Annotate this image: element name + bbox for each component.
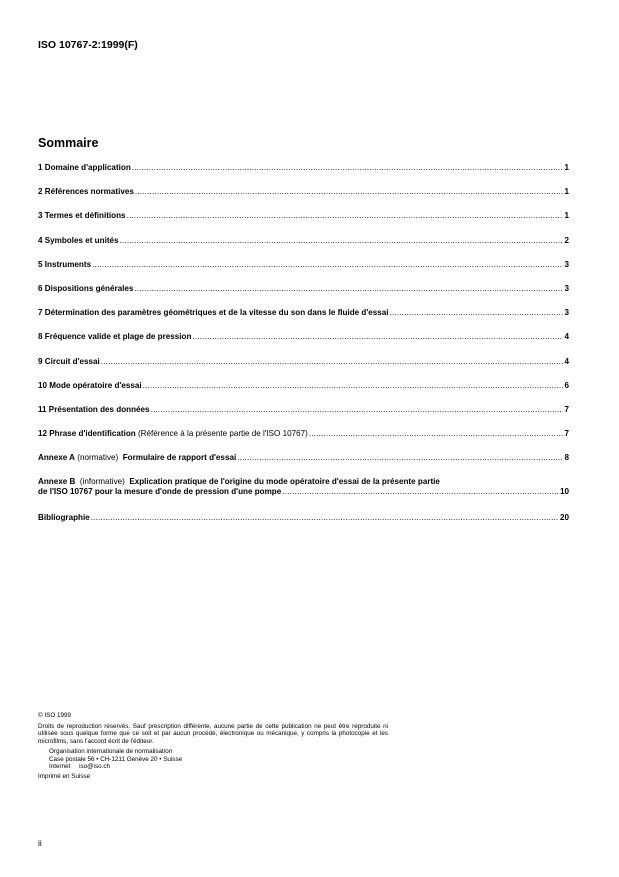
toc-leader-dots [127, 211, 564, 221]
table-of-contents [38, 163, 569, 538]
toc-entry-3[interactable] [38, 211, 569, 235]
toc-entry-title-line1: Explication pratique de l'origine du mode opératoire d'essai de la présente partie [129, 477, 440, 487]
toc-entry-2[interactable] [38, 187, 569, 211]
toc-entry-page: 3 [564, 308, 569, 318]
toc-entry-title: 3 Termes et définitions [38, 211, 126, 221]
toc-entry-page: 8 [564, 453, 569, 463]
toc-entry-12[interactable] [38, 429, 569, 453]
toc-entry-page: 7 [564, 404, 569, 414]
toc-leader-dots [135, 187, 564, 197]
toc-entry-page: 1 [564, 187, 569, 197]
toc-entry-title: 4 Symboles et unités [38, 235, 119, 245]
rights-statement: Droits de reproduction réservés. Sauf prescription différente, aucune partie de cette publication ne peut être reproduite ni utilisée sous quelque forme que ce soit et par aucun procédé, électronique ou mécanique, y compris la photocopie et les microfilms, sans l'accord écrit de l'éditeur. [38, 722, 388, 746]
toc-leader-dots [237, 453, 563, 463]
toc-leader-dots [91, 513, 559, 523]
toc-entry-title: 9 Circuit d'essai [38, 356, 100, 366]
toc-entry-4[interactable] [38, 236, 569, 260]
toc-entry-note: (informative) [79, 477, 125, 487]
toc-entry-title: Bibliographie [38, 513, 90, 523]
toc-entry-note: (normative) [77, 453, 119, 463]
toc-entry-annex-a[interactable] [38, 453, 569, 477]
document-id: ISO 10767-2:1999(F) [38, 39, 138, 51]
toc-leader-dots [192, 332, 563, 342]
copyright-notice: © ISO 1999 [38, 712, 71, 719]
printed-in: Imprimé en Suisse [38, 772, 91, 780]
toc-entry-page: 1 [564, 211, 569, 221]
toc-leader-dots [92, 260, 563, 270]
organization-name: Organisation internationale de normalisation [49, 747, 173, 755]
toc-entry-title: 10 Mode opératoire d'essai [38, 380, 142, 390]
toc-leader-dots [309, 429, 564, 439]
toc-entry-page: 20 [559, 513, 569, 523]
toc-entry-page: 3 [564, 259, 569, 269]
toc-title: Sommaire [38, 136, 99, 150]
toc-entry-page: 6 [564, 380, 569, 390]
toc-entry-8[interactable] [38, 332, 569, 356]
toc-entry-title-line2: de l'ISO 10767 pour la mesure d'onde de pression d'une pompe [38, 487, 282, 497]
toc-entry-page: 1 [564, 163, 569, 172]
toc-entry-6[interactable] [38, 284, 569, 308]
toc-entry-page: 2 [564, 235, 569, 245]
toc-entry-title: 11 Présentation des données [38, 404, 150, 414]
toc-leader-dots [101, 357, 564, 367]
copyright-block [38, 712, 388, 781]
toc-entry-title: 8 Fréquence valide et plage de pression [38, 332, 192, 342]
toc-leader-dots [151, 405, 564, 415]
toc-entry-7[interactable] [38, 308, 569, 332]
toc-entry-title: 6 Dispositions générales [38, 283, 134, 293]
toc-leader-dots [390, 308, 564, 318]
toc-leader-dots [143, 381, 564, 391]
toc-entry-prefix: Annexe B [38, 477, 76, 487]
organization-address [38, 748, 388, 771]
toc-entry-title: 7 Détermination des paramètres géométriques et de la vitesse du son dans le fluide d'essai [38, 308, 389, 318]
toc-entry-bibliography[interactable] [38, 513, 569, 537]
toc-entry-10[interactable] [38, 381, 569, 405]
toc-leader-dots [134, 284, 563, 294]
toc-leader-dots [120, 236, 564, 246]
toc-entry-page: 10 [559, 487, 569, 497]
toc-entry-page: 4 [564, 356, 569, 366]
toc-entry-annex-b[interactable] [38, 477, 569, 513]
toc-entry-prefix: Annexe A [38, 453, 76, 463]
toc-entry-page: 4 [564, 332, 569, 342]
page-number: ii [38, 838, 42, 848]
toc-entry-5[interactable] [38, 260, 569, 284]
toc-entry-title: 12 Phrase d'identification [38, 429, 136, 439]
toc-leader-dots [132, 163, 564, 173]
toc-entry-title: 2 Références normatives [38, 187, 134, 197]
toc-entry-1[interactable] [38, 163, 569, 187]
toc-entry-11[interactable] [38, 405, 569, 429]
toc-entry-9[interactable] [38, 357, 569, 381]
toc-entry-page: 7 [564, 429, 569, 439]
toc-entry-note: (Référence à la présente partie de l'ISO 10767) [137, 429, 308, 439]
internet-contact: Internet iso@iso.ch [49, 763, 110, 771]
toc-entry-page: 3 [564, 283, 569, 293]
toc-entry-title: Formulaire de rapport d'essai [122, 453, 237, 463]
toc-leader-dots [282, 487, 559, 497]
postal-address: Case postale 56 • CH-1211 Genève 20 • Suisse [49, 755, 183, 763]
toc-entry-title: 1 Domaine d'application [38, 163, 131, 172]
toc-entry-title: 5 Instruments [38, 259, 92, 269]
